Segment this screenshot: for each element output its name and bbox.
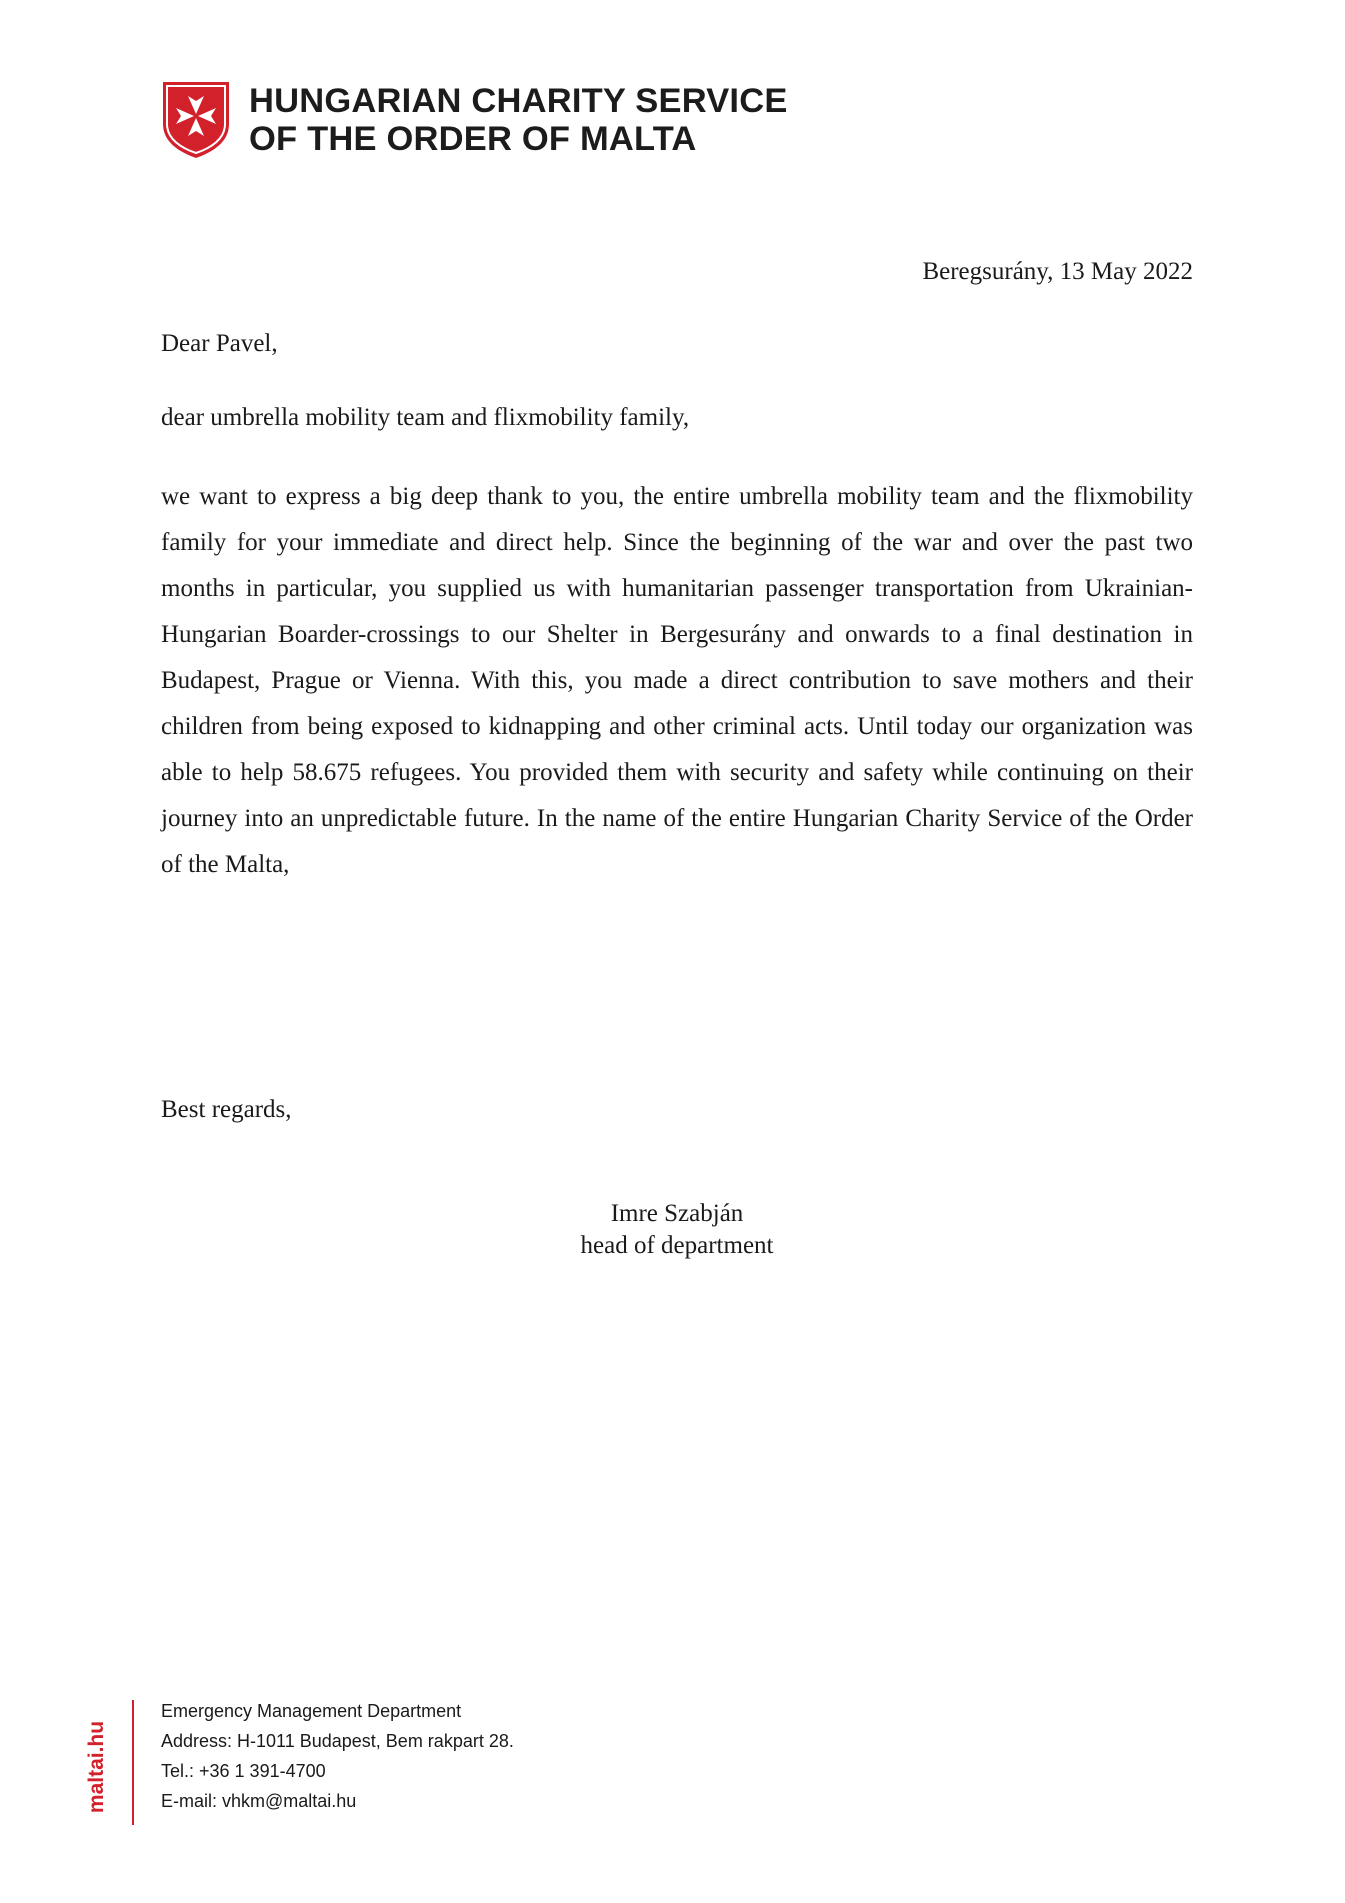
organization-name [249,82,788,158]
footer-website-brand [82,1712,112,1822]
salutation: Dear Pavel, [161,330,278,357]
organization-name-line1: HUNGARIAN CHARITY SERVICE [249,82,788,120]
footer-website: maltai.hu [85,1720,108,1814]
footer-department: Emergency Management Department [161,1701,462,1721]
footer-divider [132,1700,134,1825]
letter-body: we want to express a big deep thank to you, the entire umbrella mobility team and the flixmobility family for your immediate and direct help. Since the beginning of the war and over the past two months in particular, you supplied us with humanitarian passenger transportation from Ukrainian-Hungarian Boarder-crossings to our Shelter in Bergesurány and onwards to a final destination in Budapest, Prague or Vienna. With this, you made a direct contribution to save mothers and their children from being exposed to kidnapping and other criminal acts. Until today our organization was able to help 58.675 refugees. You provided them with security and safety while continuing on their journey into an unpredictable future. In the name of the entire Hungarian Charity Service of the Order of the Malta, [161,483,1193,878]
footer-contact-info [161,1696,514,1816]
organization-name-line2: OF THE ORDER OF MALTA [249,120,697,158]
maltese-cross-shield-icon [161,80,231,160]
salutation-secondary: dear umbrella mobility team and flixmobility family, [161,404,690,431]
signer-title: head of department [580,1232,774,1259]
footer-email: E-mail: vhkm@maltai.hu [161,1791,357,1811]
signature-block [500,1198,854,1262]
signer-name: Imre Szabján [610,1200,744,1227]
letter-date: Beregsurány, 13 May 2022 [922,258,1193,285]
footer-address: Address: H-1011 Budapest, Bem rakpart 28. [161,1731,514,1751]
closing: Best regards, [161,1096,292,1123]
footer-phone: Tel.: +36 1 391-4700 [161,1761,326,1781]
letterhead [161,80,788,160]
